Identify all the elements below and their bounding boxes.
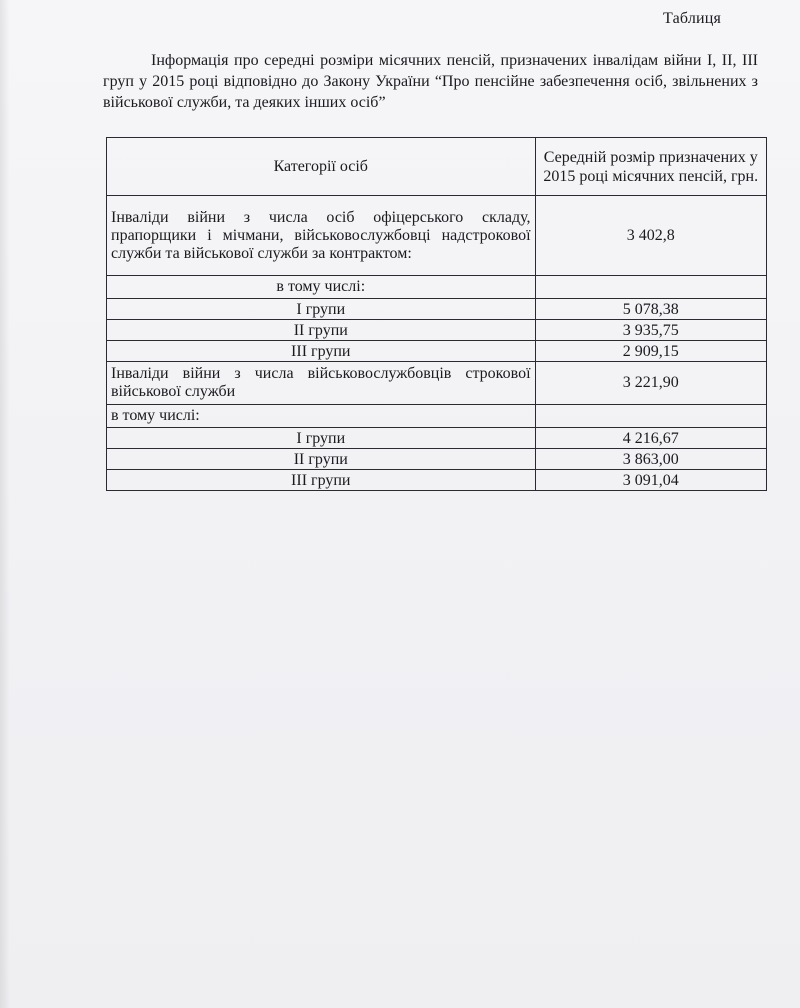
table-row bbox=[107, 320, 767, 341]
document-title: Інформація про середні розміри місячних пенсій, призначених інвалідам війни І, ІІ, ІІІ груп у 2015 році відповідно до Закону України “Про пенсійне забезпечення осіб, звільнених з військової служби, та деяких інших осіб” bbox=[103, 52, 758, 111]
row-value: 5 078,38 bbox=[535, 299, 766, 320]
table-label: Таблиця bbox=[663, 10, 722, 27]
table-row bbox=[107, 428, 767, 449]
row-category: ІІІ групи bbox=[107, 470, 536, 491]
row-category: в тому числі: bbox=[107, 405, 536, 428]
row-category: Інваліди війни з числа військовослужбовців строкової військової служби bbox=[107, 362, 536, 405]
row-category: в тому числі: bbox=[107, 276, 536, 299]
row-category: І групи bbox=[107, 428, 536, 449]
row-category: ІІІ групи bbox=[107, 341, 536, 362]
row-category: ІІ групи bbox=[107, 449, 536, 470]
table-header-row bbox=[107, 138, 767, 196]
table-row bbox=[107, 299, 767, 320]
row-category: Інваліди війни з числа осіб офіцерського складу, прапорщики і мічмани, військовослужбовці надстрокової служби та військової служби за контрактом: bbox=[107, 196, 536, 276]
pension-table bbox=[106, 137, 767, 491]
table-row bbox=[107, 196, 767, 276]
row-value: 3 221,90 bbox=[535, 362, 766, 405]
table-row bbox=[107, 362, 767, 405]
row-value bbox=[535, 276, 766, 299]
table-row bbox=[107, 449, 767, 470]
row-value: 3 402,8 bbox=[535, 196, 766, 276]
row-value bbox=[535, 405, 766, 428]
table-row bbox=[107, 276, 767, 299]
table-row bbox=[107, 405, 767, 428]
header-value: Середній розмір призначених у 2015 році місячних пенсій, грн. bbox=[535, 138, 766, 196]
row-value: 3 935,75 bbox=[535, 320, 766, 341]
scan-edge-shadow bbox=[0, 0, 10, 1008]
row-category: ІІ групи bbox=[107, 320, 536, 341]
row-value: 3 863,00 bbox=[535, 449, 766, 470]
table-row bbox=[107, 341, 767, 362]
row-value: 4 216,67 bbox=[535, 428, 766, 449]
row-value: 2 909,15 bbox=[535, 341, 766, 362]
header-category: Категорії осіб bbox=[107, 138, 536, 196]
row-value: 3 091,04 bbox=[535, 470, 766, 491]
table-row bbox=[107, 470, 767, 491]
row-category: І групи bbox=[107, 299, 536, 320]
